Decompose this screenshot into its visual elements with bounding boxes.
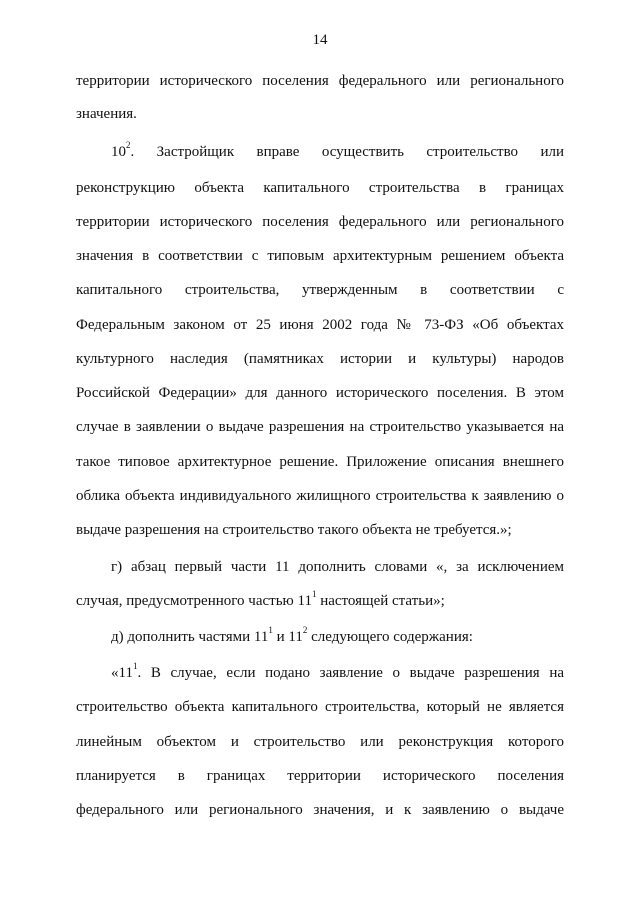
text-segment: облика объекта индивидуального жилищного строительства к заявлению о <box>76 488 564 504</box>
text-segment: выдаче разрешения на строительство такого объекта не требуется.»; <box>76 522 512 538</box>
text-segment: . Застройщик вправе осуществить строительство или <box>130 144 564 160</box>
text-line <box>76 417 564 437</box>
text-segment: случае в заявлении о выдаче разрешения на строительство указывается на <box>76 419 564 435</box>
text-segment: территории исторического поселения федерального или регионального <box>76 214 564 230</box>
text-line <box>76 178 564 198</box>
superscript: 1 <box>311 589 317 599</box>
superscript: 1 <box>132 661 138 671</box>
text-line <box>76 766 564 786</box>
text-segment: культурного наследия (памятниках истории и культуры) народов <box>76 351 564 367</box>
text-segment: Федеральным законом от 25 июня 2002 года № 73-ФЗ «Об объектах <box>76 317 564 333</box>
text-line <box>76 486 564 506</box>
text-line <box>76 800 564 820</box>
text-segment: реконструкцию объекта капитального строительства в границах <box>76 180 564 196</box>
text-segment: значения в соответствии с типовым архитектурным решением объекта <box>76 248 564 264</box>
text-segment: планируется в границах территории исторического поселения <box>76 768 564 784</box>
text-line <box>76 383 564 403</box>
text-segment: случая, предусмотренного частью 11 <box>76 593 312 609</box>
superscript: 1 <box>268 625 273 635</box>
text-segment: капитального строительства, утвержденным в соответствии с <box>76 282 564 298</box>
text-segment: следующего содержания: <box>307 629 473 645</box>
superscript: 2 <box>302 625 308 635</box>
text-line <box>76 280 564 300</box>
text-segment: и 11 <box>272 629 303 645</box>
text-line <box>76 697 564 717</box>
text-segment: 10 <box>111 144 126 160</box>
text-line <box>76 315 564 335</box>
text-line <box>76 591 564 611</box>
text-segment: «11 <box>111 665 133 681</box>
text-segment: федерального или регионального значения, и к заявлению о выдаче <box>76 802 564 818</box>
text-line <box>111 663 564 683</box>
text-line <box>76 520 564 540</box>
text-line <box>76 349 564 369</box>
text-segment: строительство объекта капитального строительства, который не является <box>76 699 564 715</box>
text-segment: настоящей статьи»; <box>316 593 445 609</box>
text-segment: г) абзац первый части 11 дополнить словами «, за исключением <box>111 559 564 575</box>
text-segment: . В случае, если подано заявление о выдаче разрешения на <box>137 665 564 681</box>
text-line <box>76 732 564 752</box>
text-segment: территории исторического поселения федерального или регионального <box>76 73 564 89</box>
text-segment: д) дополнить частями 11 <box>111 629 269 645</box>
superscript: 2 <box>126 140 131 150</box>
text-segment: линейным объектом и строительство или реконструкция которого <box>76 734 564 750</box>
text-line <box>111 142 564 162</box>
text-line <box>76 246 564 266</box>
text-line <box>76 452 564 472</box>
text-line <box>111 627 564 647</box>
text-segment: значения. <box>76 106 137 122</box>
text-line <box>111 557 564 577</box>
text-segment: Российской Федерации» для данного исторического поселения. В этом <box>76 385 564 401</box>
text-line <box>76 104 564 124</box>
text-line <box>76 71 564 91</box>
text-line <box>76 212 564 232</box>
page-number: 14 <box>312 32 328 48</box>
text-segment: такое типовое архитектурное решение. Приложение описания внешнего <box>76 454 564 470</box>
